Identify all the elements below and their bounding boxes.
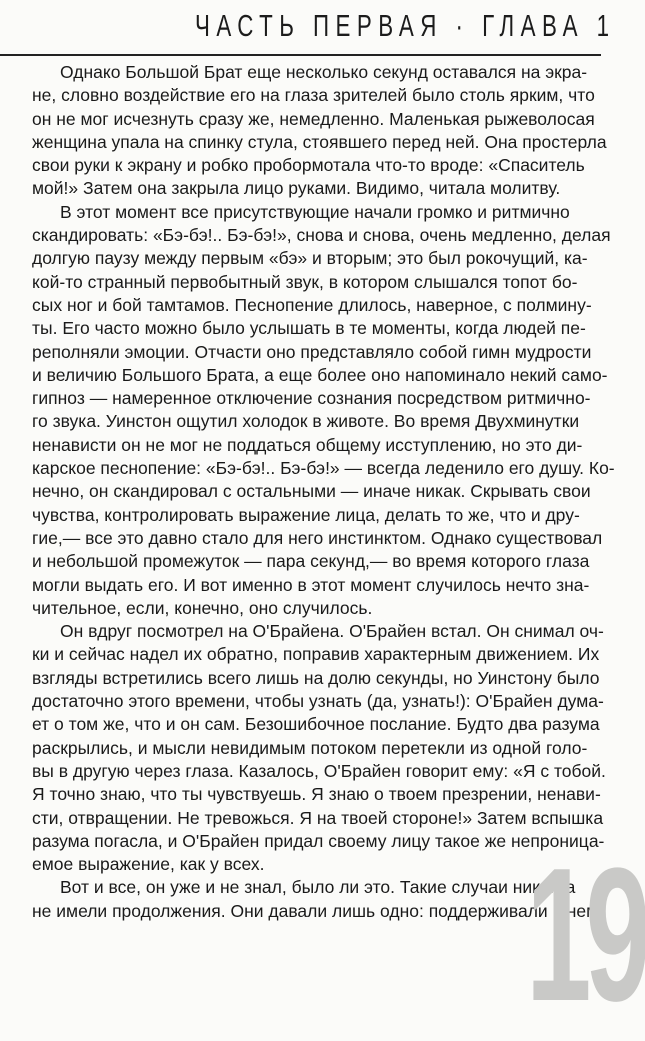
text-line: карское песнопение: «Бэ-бэ!.. Бэ-бэ!» — всегда леденило его душу. Ко- xyxy=(32,458,615,479)
text-line: женщина упала на спинку стула, стоявшего перед ней. Она простерла xyxy=(32,131,607,152)
text-line: не имели продолжения. Они давали лишь одно: поддерживали в нем xyxy=(32,900,599,921)
text-line: достаточно этого времени, чтобы узнать (да, узнать!): О'Брайен дума- xyxy=(32,691,604,712)
text-line: нечно, он скандировал с остальными — иначе никак. Скрывать свои xyxy=(32,481,591,502)
text-line: ненависти он не мог не поддаться общему исступлению, но это ди- xyxy=(32,434,583,455)
text-line: скандировать: «Бэ-бэ!.. Бэ-бэ!», снова и снова, очень медленно, делая xyxy=(32,225,611,246)
running-head: ЧАСТЬ ПЕРВАЯ · ГЛАВА 1 xyxy=(195,8,616,43)
text-line: не, словно воздействие его на глаза зрителей было столь ярким, что xyxy=(32,85,595,106)
text-line: взгляды встретились всего лишь на долю секунды, но Уинстону было xyxy=(32,667,600,688)
text-line: Однако Большой Брат еще несколько секунд оставался на экра- xyxy=(60,62,588,82)
text-line: и небольшой промежуток — пара секунд,— во время которого глаза xyxy=(32,551,590,572)
text-line: кой-то странный первобытный звук, в котором слышался топот бо- xyxy=(32,271,578,292)
text-line: гие,— все это давно стало для него инстинктом. Однако существовал xyxy=(32,527,603,548)
text-line: ет о том же, что и он сам. Безошибочное послание. Будто два разума xyxy=(32,714,600,735)
text-line: сти, отвращении. Не тревожься. Я на твоей стороне!» Затем вспышка xyxy=(32,807,604,828)
text-line: разума погасла, и О'Брайен придал своему лицу такое же непроница- xyxy=(32,830,605,851)
text-line: емое выражение, как у всех. xyxy=(32,854,265,875)
text-line: ки и сейчас надел их обратно, поправив характерным движением. Их xyxy=(32,644,600,665)
text-line: вы в другую через глаза. Казалось, О'Брайен говорит ему: «Я с тобой. xyxy=(32,760,606,781)
text-line: чувства, контролировать выражение лица, делать то же, что и дру- xyxy=(32,504,580,525)
header-rule xyxy=(0,54,601,56)
text-line: мой!» Затем она закрыла лицо руками. Видимо, читала молитву. xyxy=(32,178,561,199)
body-text xyxy=(32,61,615,923)
text-line: раскрылись, и мысли невидимым потоком перетекли из одной голо- xyxy=(32,737,588,758)
text-line: могли выдать его. И вот именно в этот момент случилось нечто зна- xyxy=(32,574,590,595)
text-line: он не мог исчезнуть сразу же, немедленно. Маленькая рыжеволосая xyxy=(32,108,595,129)
text-line: Вот и все, он уже и не знал, было ли это. Такие случаи никогда xyxy=(60,877,576,898)
page-number: 19 xyxy=(526,829,645,1041)
text-line: го звука. Уинстон ощутил холодок в животе. Во время Двухминутки xyxy=(32,411,580,432)
text-line: и величию Большого Брата, а еще более оно напоминало некий само- xyxy=(32,364,608,385)
text-line: Он вдруг посмотрел на О'Брайена. О'Брайен встал. Он снимал оч- xyxy=(60,621,604,642)
text-line: чительное, если, конечно, оно случилось. xyxy=(32,597,373,618)
text-line: реполняли эмоции. Отчасти оно представляло собой гимн мудрости xyxy=(32,341,592,362)
text-line: В этот момент все присутствующие начали громко и ритмично xyxy=(60,201,570,222)
text-line: ты. Его часто можно было услышать в те моменты, когда людей пе- xyxy=(32,318,586,339)
text-line: Я точно знаю, что ты чувствуешь. Я знаю о твоем презрении, ненави- xyxy=(32,784,601,805)
text-line: долгую паузу между первым «бэ» и вторым; это был рокочущий, ка- xyxy=(32,248,588,269)
text-line: свои руки к экрану и робко пробормотала что-то вроде: «Спаситель xyxy=(32,155,585,176)
text-line: гипноз — намеренное отключение сознания посредством ритмично- xyxy=(32,388,591,409)
text-line: сых ног и бой тамтамов. Песнопение длилось, наверное, с полмину- xyxy=(32,294,592,315)
